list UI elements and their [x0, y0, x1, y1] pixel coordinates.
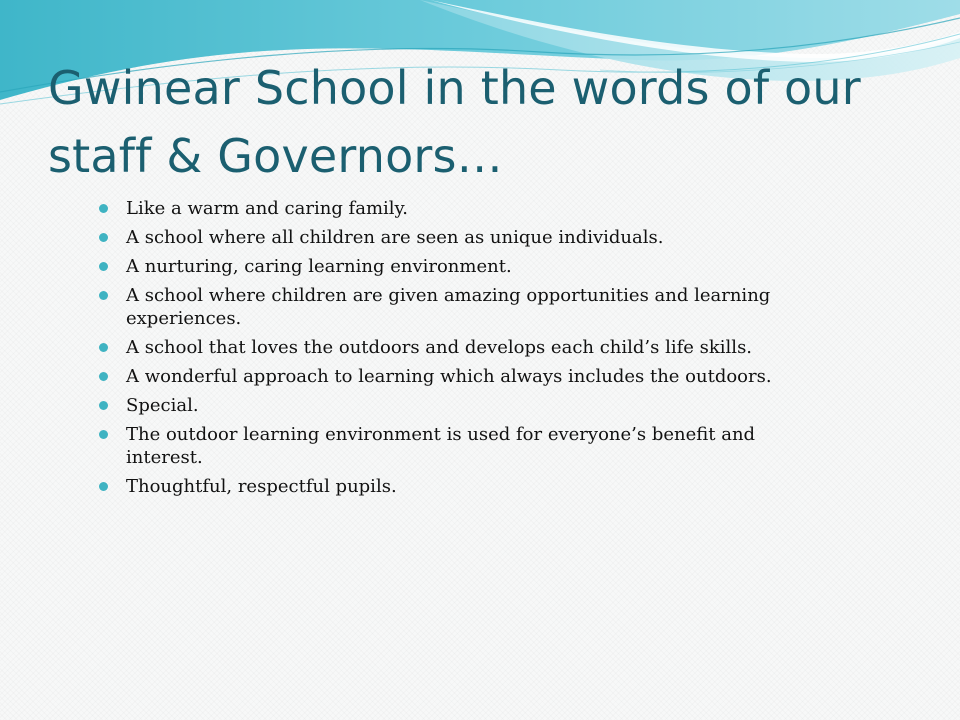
- round-bullet-icon: [99, 482, 108, 491]
- bullet-item: [98, 226, 778, 249]
- bullet-list: [98, 197, 778, 504]
- round-bullet-icon: [99, 401, 108, 410]
- bullet-item: [98, 394, 778, 417]
- bullet-item: [98, 475, 778, 498]
- bullet-text: A school where children are given amazing opportunities and learning experiences.: [126, 285, 771, 329]
- bullet-text: The outdoor learning environment is used for everyone’s benefit and interest.: [126, 424, 756, 468]
- bullet-item: [98, 365, 778, 388]
- round-bullet-icon: [99, 262, 108, 271]
- slide-title: Gwinear School in the words of our staff & Governors…: [48, 61, 861, 183]
- bullet-text: A school that loves the outdoors and develops each child’s life skills.: [126, 337, 753, 358]
- bullet-text: Special.: [126, 395, 199, 416]
- bullet-text: A wonderful approach to learning which always includes the outdoors.: [126, 366, 772, 387]
- round-bullet-icon: [99, 430, 108, 439]
- bullet-item: [98, 255, 778, 278]
- bullet-item: [98, 284, 778, 330]
- bullet-item: [98, 336, 778, 359]
- round-bullet-icon: [99, 204, 108, 213]
- round-bullet-icon: [99, 291, 108, 300]
- bullet-item: [98, 423, 778, 469]
- round-bullet-icon: [99, 372, 108, 381]
- round-bullet-icon: [99, 343, 108, 352]
- bullet-item: [98, 197, 778, 220]
- bullet-text: A school where all children are seen as unique individuals.: [126, 227, 664, 248]
- bullet-text: Thoughtful, respectful pupils.: [126, 476, 397, 497]
- bullet-text: A nurturing, caring learning environment.: [126, 256, 512, 277]
- bullet-text: Like a warm and caring family.: [126, 198, 409, 219]
- round-bullet-icon: [99, 233, 108, 242]
